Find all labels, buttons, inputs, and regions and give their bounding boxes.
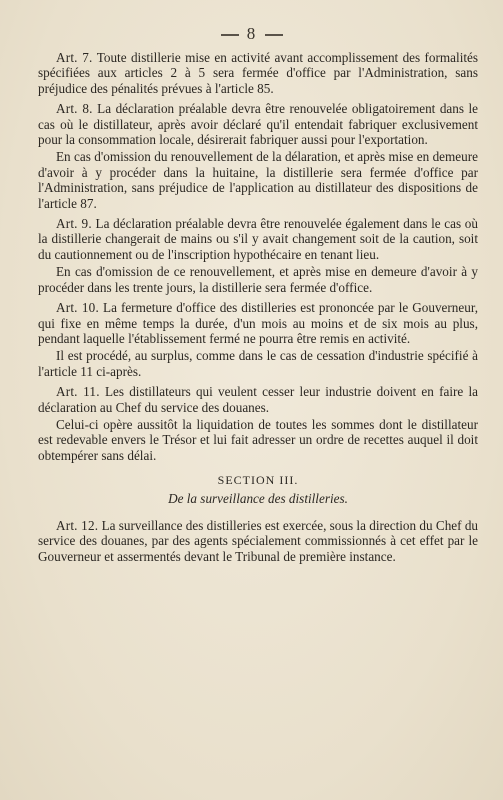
article-12-text: La surveillance des distilleries est exercée, sous la direction du Chef du service des douanes, par des agents spécialement commissionnés à cet effet par le Gouverneur et assermentés devant le Tribunal de première instance. (38, 517, 479, 564)
section-heading: SECTION III. (217, 473, 299, 488)
article-9-continuation: En cas d'omission de ce renouvellement, et après mise en demeure d'avoir à y procéder dans les trente jours, la distillerie sera fermée d'office. (38, 264, 478, 295)
article-10-text: La fermeture d'office des distilleries est prononcée par le Gouverneur, qui fixe en même temps la durée, d'un mois au moins et de six mois au plus, pendant laquelle l'établissement fermé ne pourra être remis en activité. (38, 300, 478, 346)
article-12-label: Art. 12. (56, 517, 99, 533)
page-number (0, 24, 503, 44)
article-11-continuation: Celui-ci opère aussitôt la liquidation de toutes les sommes dont le distillateur est redevable envers le Trésor et lui fait adresser un ordre de recettes auquel il doit obtempérer sans délai. (38, 416, 478, 463)
article-10-label: Art. 10. (56, 300, 99, 316)
article-8-continuation: En cas d'omission du renouvellement de la délaration, et après mise en demeure d'avoir à y procéder dans la huitaine, la distillerie sera fermée d'office par l'Administration, sans préjudice de l'application au distillateur des dispositions de l'article 87. (38, 149, 478, 211)
article-11 (38, 384, 478, 415)
article-7-text: Toute distillerie mise en activité avant accomplissement des formalités spécifiées aux articles 2 à 5 sera fermée d'office par l'Administration, sans préjudice des pénalités prévues à l'article 85. (38, 50, 479, 96)
article-8-text: La déclaration préalable devra être renouvelée obligatoirement dans le cas où le distillateur, après avoir déclaré qu'il entendait fabriquer exclusivement pour la consommation locale, désirerait fabriquer aussi pour l'exportation. (38, 101, 479, 148)
ornament-dash-right (265, 34, 283, 36)
ornament-dash-left (221, 34, 239, 36)
article-9-text: La déclaration préalable devra être renouvelée également dans le cas où la distillerie changerait de mains ou s'il y avait changement soit de la caution, soit du cautionnement ou de l'inscription hypothécaire en tenant lieu. (38, 216, 478, 262)
page-number-value: 8 (246, 24, 257, 43)
article-11-text: Les distillateurs qui veulent cesser leur industrie doivent en faire la déclaration au Chef du service des douanes. (38, 384, 478, 415)
document-body (38, 50, 478, 569)
article-8-label: Art. 8. (56, 101, 93, 117)
article-7 (38, 50, 478, 96)
article-7-label: Art. 7. (56, 50, 93, 65)
article-10-continuation: Il est procédé, au surplus, comme dans le cas de cessation d'industrie spécifié à l'article 11 ci-après. (38, 348, 478, 379)
article-12 (38, 518, 478, 564)
article-8 (38, 101, 478, 147)
section-subtitle: De la surveillance des distilleries. (168, 490, 348, 506)
article-10 (38, 300, 478, 346)
article-9-label: Art. 9. (56, 216, 92, 232)
article-11-label: Art. 11. (56, 384, 100, 400)
article-9 (38, 216, 478, 262)
